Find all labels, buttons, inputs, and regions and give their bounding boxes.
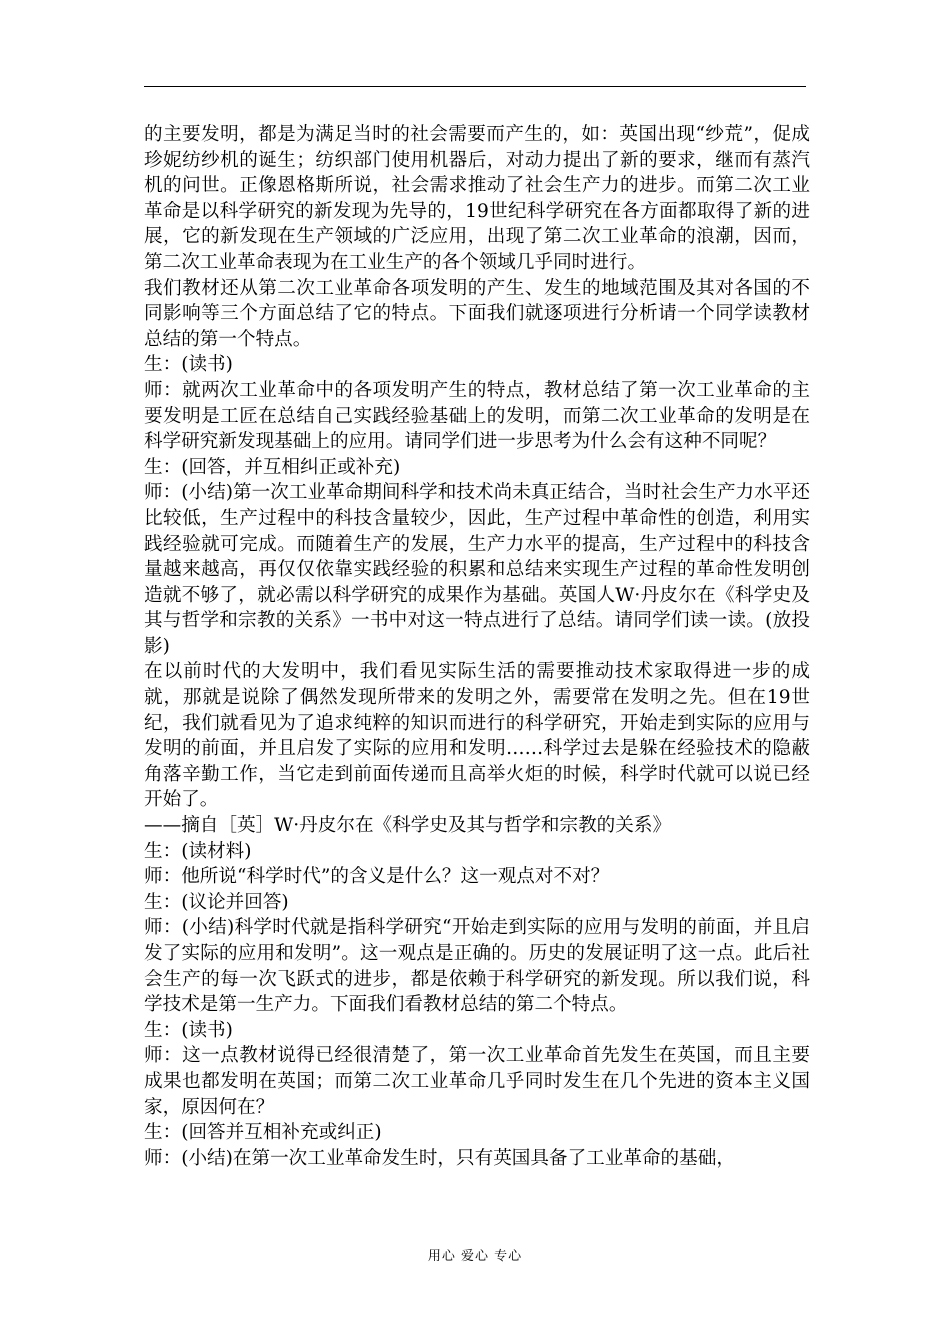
paragraph: 师：(小结)在第一次工业革命发生时，只有英国具备了工业革命的基础， — [144, 1147, 735, 1169]
paragraph: 的主要发明，都是为满足当时的社会需要而产生的，如：英国出现“纱荒”，促成珍妮纺纱机的诞生；纺织部门使用机器后，对动力提出了新的要求，继而有蒸汽机的问世。正像恩格斯所说，社会需求推动了社会生产力的进步。而第二次工业革命是以科学研究的新发现为先导的，19世纪科学研究在各方面都取得了新的进展，它的新发现在生产领域的广泛应用，出现了第二次工业革命的浪潮，因而，第二次工业革命表现为在工业生产的各个领域几乎同时进行。 — [144, 124, 810, 273]
paragraph: 师：他所说“科学时代”的含义是什么？这一观点对不对？ — [144, 866, 610, 888]
page-footer: 用心 爱心 专心 — [427, 1249, 523, 1264]
paragraph: 师：这一点教材说得已经很清楚了，第一次工业革命首先发生在英国，而且主要成果也都发明在英国；而第二次工业革命几乎同时发生在几个先进的资本主义国家，原因何在？ — [144, 1045, 810, 1118]
paragraph: 师：就两次工业革命中的各项发明产生的特点，教材总结了第一次工业革命的主要发明是工匠在总结自己实践经验基础上的发明，而第二次工业革命的发明是在科学研究新发现基础上的应用。请同学们进一步思考为什么会有这种不同呢？ — [144, 379, 810, 453]
paragraph: 我们教材还从第二次工业革命各项发明的产生、发生的地域范围及其对各国的不同影响等三个方面总结了它的特点。下面我们就逐项进行分析请一个同学读教材总结的第一个特点。 — [144, 277, 810, 350]
paragraph: 生：(回答并互相补充或纠正) — [144, 1122, 382, 1144]
paragraph: 师：(小结)第一次工业革命期间科学和技术尚未真正结合，当时社会生产力水平还比较低，生产过程中的科技含量较少，因此，生产过程中革命性的创造，利用实践经验就可完成。而随着生产的发展，生产力水平的提高，生产过程中的科技含量越来越高，再仅仅依靠实践经验的积累和总结来实现生产过程的革命性发明创造就不够了，就必需以科学研究的成果作为基础。英国人W·丹皮尔在《科学史及其与哲学和宗教的关系》一书中对这一特点进行了总结。请同学们读一读。(放投影) — [144, 482, 810, 657]
quoted-passage: 在以前时代的大发明中，我们看见实际生活的需要推动技术家取得进一步的成就，那就是说除了偶然发现所带来的发明之外，需要常在发明之先。但在19世纪，我们就看见为了追求纯粹的知识而进行的科学研究，开始走到实际的应用与发明的前面，并且启发了实际的应用和发明……科学过去是躲在经验技术的隐蔽角落辛勤工作，当它走到前面传递而且高举火炬的时候，科学时代就可以说已经开始了。 — [144, 661, 810, 811]
paragraph: 生：(读书) — [144, 1019, 233, 1041]
paragraph: 生：(读书) — [144, 354, 233, 376]
document-body — [144, 122, 810, 1171]
paragraph: 师：(小结)科学时代就是指科学研究“开始走到实际的应用与发明的前面，并且启发了实际的应用和发明”。这一观点是正确的。历史的发展证明了这一点。此后社会生产的每一次飞跃式的进步，都是依赖于科学研究的新发现。所以我们说，科学技术是第一生产力。下面我们看教材总结的第二个特点。 — [144, 917, 810, 1016]
paragraph: 生：(议论并回答) — [144, 891, 289, 913]
paragraph: 生：(读材料) — [144, 840, 252, 862]
quote-attribution: ——摘自［英］W·丹皮尔在《科学史及其与哲学和宗教的关系》 — [144, 815, 672, 837]
paragraph: 生：(回答，并互相纠正或补充) — [144, 456, 401, 478]
header-rule — [144, 86, 806, 87]
